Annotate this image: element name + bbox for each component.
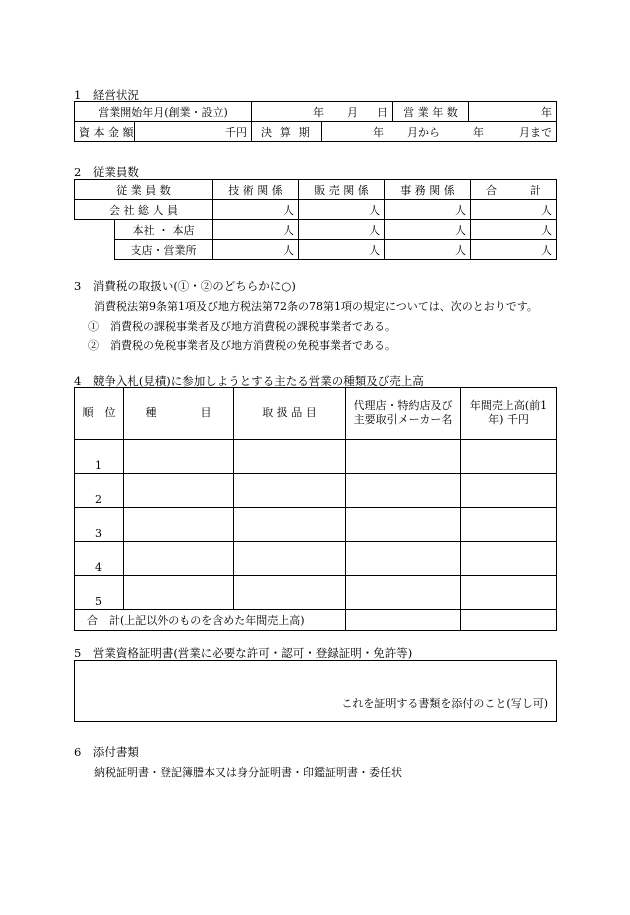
license-box[interactable] — [74, 660, 557, 722]
company-total-label: 会 社 総 人 員 — [75, 200, 213, 220]
agent-cell[interactable] — [346, 474, 461, 508]
section-5-heading: 5 営業資格証明書(営業に必要な許可・認可・登録証明・免許等) — [74, 646, 413, 660]
count-cell[interactable]: 人 — [385, 220, 471, 240]
office-header: 事 務 関 係 — [385, 180, 471, 200]
count-cell[interactable]: 人 — [385, 240, 471, 260]
capital-field[interactable]: 千円 — [135, 122, 252, 142]
category-cell[interactable] — [124, 508, 234, 542]
fiscal-period-field[interactable]: 年 月から 年 月まで — [322, 122, 557, 142]
category-cell[interactable] — [124, 474, 234, 508]
attachments-text: 納税証明書・登記簿謄本又は身分証明書・印鑑証明書・委任状 — [94, 766, 402, 779]
category-cell[interactable] — [124, 440, 234, 474]
total-label: 合 計(上記以外のものを含めた年間売上高) — [75, 610, 346, 631]
items-header: 取 扱 品 目 — [234, 388, 346, 440]
annual-sales-header: 年間売上高(前1年) 千円 — [461, 388, 557, 440]
tax-statement: 消費税法第9条第1項及び地方税法第72条の78第1項の規定については、次のとおりです。 — [94, 300, 538, 313]
count-cell[interactable]: 人 — [471, 200, 557, 220]
rank-header: 順 位 — [75, 388, 124, 440]
items-cell[interactable] — [234, 576, 346, 610]
rank-cell: 5 — [75, 576, 124, 610]
start-date-field[interactable]: 年 月 日 — [252, 102, 393, 122]
capital-label: 資 本 金 額 — [75, 122, 135, 142]
agent-header: 代理店・特約店及び主要取引メーカー名 — [346, 388, 461, 440]
tax-option-1[interactable]: ① 消費税の課税事業者及び地方消費税の課税事業者である。 — [88, 320, 396, 333]
count-cell[interactable]: 人 — [471, 240, 557, 260]
total-spacer — [346, 610, 461, 631]
fiscal-label: 決 算 期 — [252, 122, 322, 142]
category-cell[interactable] — [124, 576, 234, 610]
count-cell[interactable]: 人 — [213, 240, 299, 260]
count-cell[interactable]: 人 — [213, 200, 299, 220]
business-years-field[interactable]: 年 — [469, 102, 557, 122]
section-4-heading: 4 競争入札(見積)に参加しようとする主たる営業の種類及び売上高 — [74, 374, 424, 388]
business-status-table — [74, 101, 557, 142]
sales-cell[interactable] — [461, 542, 557, 576]
tax-option-2[interactable]: ② 消費税の免税事業者及び地方消費税の免税事業者である。 — [88, 339, 396, 352]
count-cell[interactable]: 人 — [299, 220, 385, 240]
sales-cell[interactable] — [461, 440, 557, 474]
agent-cell[interactable] — [346, 542, 461, 576]
items-cell[interactable] — [234, 440, 346, 474]
agent-cell[interactable] — [346, 440, 461, 474]
sales-cell[interactable] — [461, 508, 557, 542]
head-office-label: 本社 ・ 本店 — [115, 220, 213, 240]
items-cell[interactable] — [234, 542, 346, 576]
employee-table — [74, 179, 557, 260]
agent-cell[interactable] — [346, 508, 461, 542]
sales-header: 販 売 関 係 — [299, 180, 385, 200]
sales-cell[interactable] — [461, 576, 557, 610]
section-2-heading: 2 従業員数 — [74, 165, 139, 179]
section-3-heading: 3 消費税の取扱い(①・②のどちらかに○) — [74, 279, 296, 293]
total-sales-cell[interactable] — [461, 610, 557, 631]
items-cell[interactable] — [234, 508, 346, 542]
start-date-label: 営業開始年月(創業・設立) — [75, 102, 252, 122]
branch-label: 支店・営業所 — [115, 240, 213, 260]
rank-cell: 2 — [75, 474, 124, 508]
employee-header: 従 業 員 数 — [75, 180, 213, 200]
sales-cell[interactable] — [461, 474, 557, 508]
agent-cell[interactable] — [346, 576, 461, 610]
total-header: 合 計 — [471, 180, 557, 200]
count-cell[interactable]: 人 — [213, 220, 299, 240]
count-cell[interactable]: 人 — [385, 200, 471, 220]
count-cell[interactable]: 人 — [471, 220, 557, 240]
rank-cell: 1 — [75, 440, 124, 474]
indent-spacer — [75, 220, 115, 260]
count-cell[interactable]: 人 — [299, 240, 385, 260]
business-years-label: 営 業 年 数 — [393, 102, 469, 122]
items-cell[interactable] — [234, 474, 346, 508]
category-cell[interactable] — [124, 542, 234, 576]
section-1-heading: 1 経営状況 — [74, 88, 139, 102]
sales-table — [74, 387, 557, 631]
category-header: 種 目 — [124, 388, 234, 440]
section-6-heading: 6 添付書類 — [74, 745, 139, 759]
license-note: これを証明する書類を添付のこと(写し可) — [341, 697, 548, 710]
rank-cell: 4 — [75, 542, 124, 576]
count-cell[interactable]: 人 — [299, 200, 385, 220]
tech-header: 技 術 関 係 — [213, 180, 299, 200]
rank-cell: 3 — [75, 508, 124, 542]
